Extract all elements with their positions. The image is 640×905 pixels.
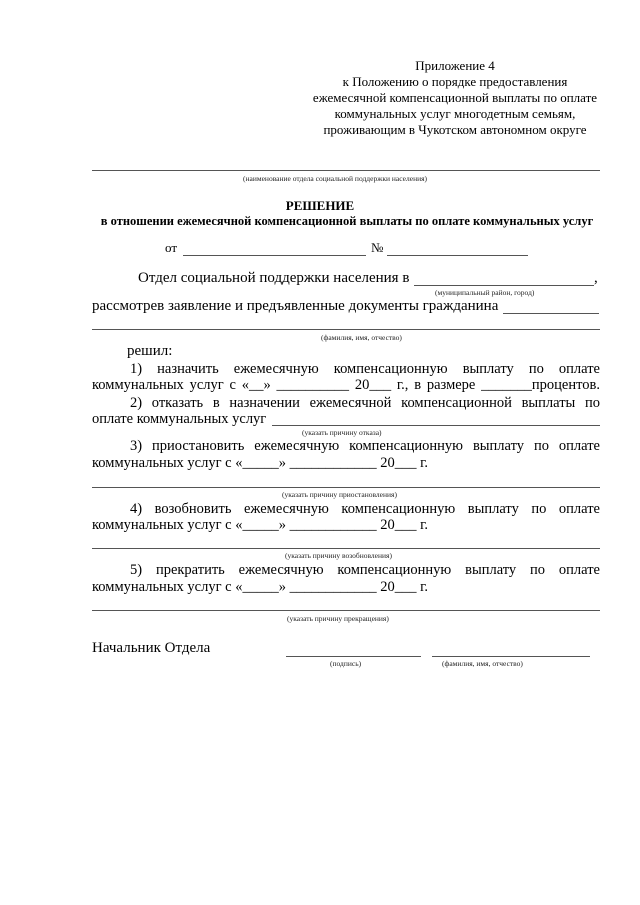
appendix-line-1: Приложение 4 — [415, 58, 495, 73]
signature-caption: (подпись) — [330, 659, 362, 668]
item-3-line-2: коммунальных услуг с «_____» ____________ 20___ г. — [92, 455, 429, 471]
refuse-reason-line — [272, 425, 600, 426]
head-fio-line — [432, 656, 590, 657]
item-5-line-1: 5) прекратить ежемесячную компенсационную выплату по оплате — [130, 562, 600, 578]
appendix-line-2: к Положению о порядке предоставления — [342, 74, 568, 89]
stop-reason-caption: (указать причину прекращения) — [287, 614, 389, 623]
suspend-reason-caption: (указать причину приостановления) — [282, 490, 397, 499]
date-from-label: от — [165, 240, 178, 255]
department-name-line — [92, 170, 600, 171]
fio-caption: (фамилия, имя, отчество) — [321, 333, 402, 342]
department-caption: (наименование отдела социальной поддержки населения) — [243, 174, 428, 183]
suspend-reason-line — [92, 487, 600, 488]
item-1-line-1: 1) назначить ежемесячную компенсационную выплату по оплате — [130, 361, 600, 377]
appendix-line-3: ежемесячной компенсационной выплаты по оплате — [312, 90, 598, 105]
item-1-line-2: коммунальных услуг с «__» __________ 20___ г., в размере _______процентов. — [92, 377, 600, 393]
appendix-header — [300, 58, 610, 138]
appendix-line-5: проживающим в Чукотском автономном округе — [323, 122, 587, 137]
signature-line — [286, 656, 421, 657]
stop-reason-line — [92, 610, 600, 611]
date-field-line — [183, 255, 366, 256]
item-2-line-1: 2) отказать в назначении ежемесячной компенсационной выплаты по — [130, 395, 600, 411]
item-4-line-1: 4) возобновить ежемесячную компенсационную выплату по оплате — [130, 501, 600, 517]
item-3-line-1: 3) приостановить ежемесячную компенсационную выплату по оплате — [130, 438, 600, 454]
head-of-department-label: Начальник Отдела — [92, 640, 211, 656]
citizen-field-line-1 — [503, 313, 599, 314]
decided-label: решил: — [127, 343, 173, 359]
document-subtitle: в отношении ежемесячной компенсационной выплаты по оплате коммунальных услуг — [100, 214, 594, 228]
municipal-field-line — [414, 285, 594, 286]
item-4-line-2: коммунальных услуг с «_____» ____________ 20___ г. — [92, 517, 429, 533]
intro-line-2: рассмотрев заявление и предъявленные документы гражданина — [92, 298, 499, 314]
head-fio-caption: (фамилия, имя, отчество) — [442, 659, 523, 668]
intro-line-1: Отдел социальной поддержки населения в — [138, 270, 410, 286]
municipal-caption: (муниципальный район, город) — [435, 288, 535, 297]
resume-reason-line — [92, 548, 600, 549]
item-5-line-2: коммунальных услуг с «_____» ____________ 20___ г. — [92, 579, 429, 595]
intro-comma: , — [594, 270, 598, 286]
item-2-line-2: оплате коммунальных услуг — [92, 411, 267, 427]
appendix-line-4: коммунальных услуг многодетным семьям, — [334, 106, 576, 121]
citizen-field-line-2 — [92, 329, 600, 330]
refuse-reason-caption: (указать причину отказа) — [302, 428, 382, 437]
resume-reason-caption: (указать причину возобновления) — [285, 551, 392, 560]
document-title: РЕШЕНИЕ — [285, 198, 355, 213]
number-field-line — [387, 255, 528, 256]
number-label: № — [371, 240, 384, 255]
